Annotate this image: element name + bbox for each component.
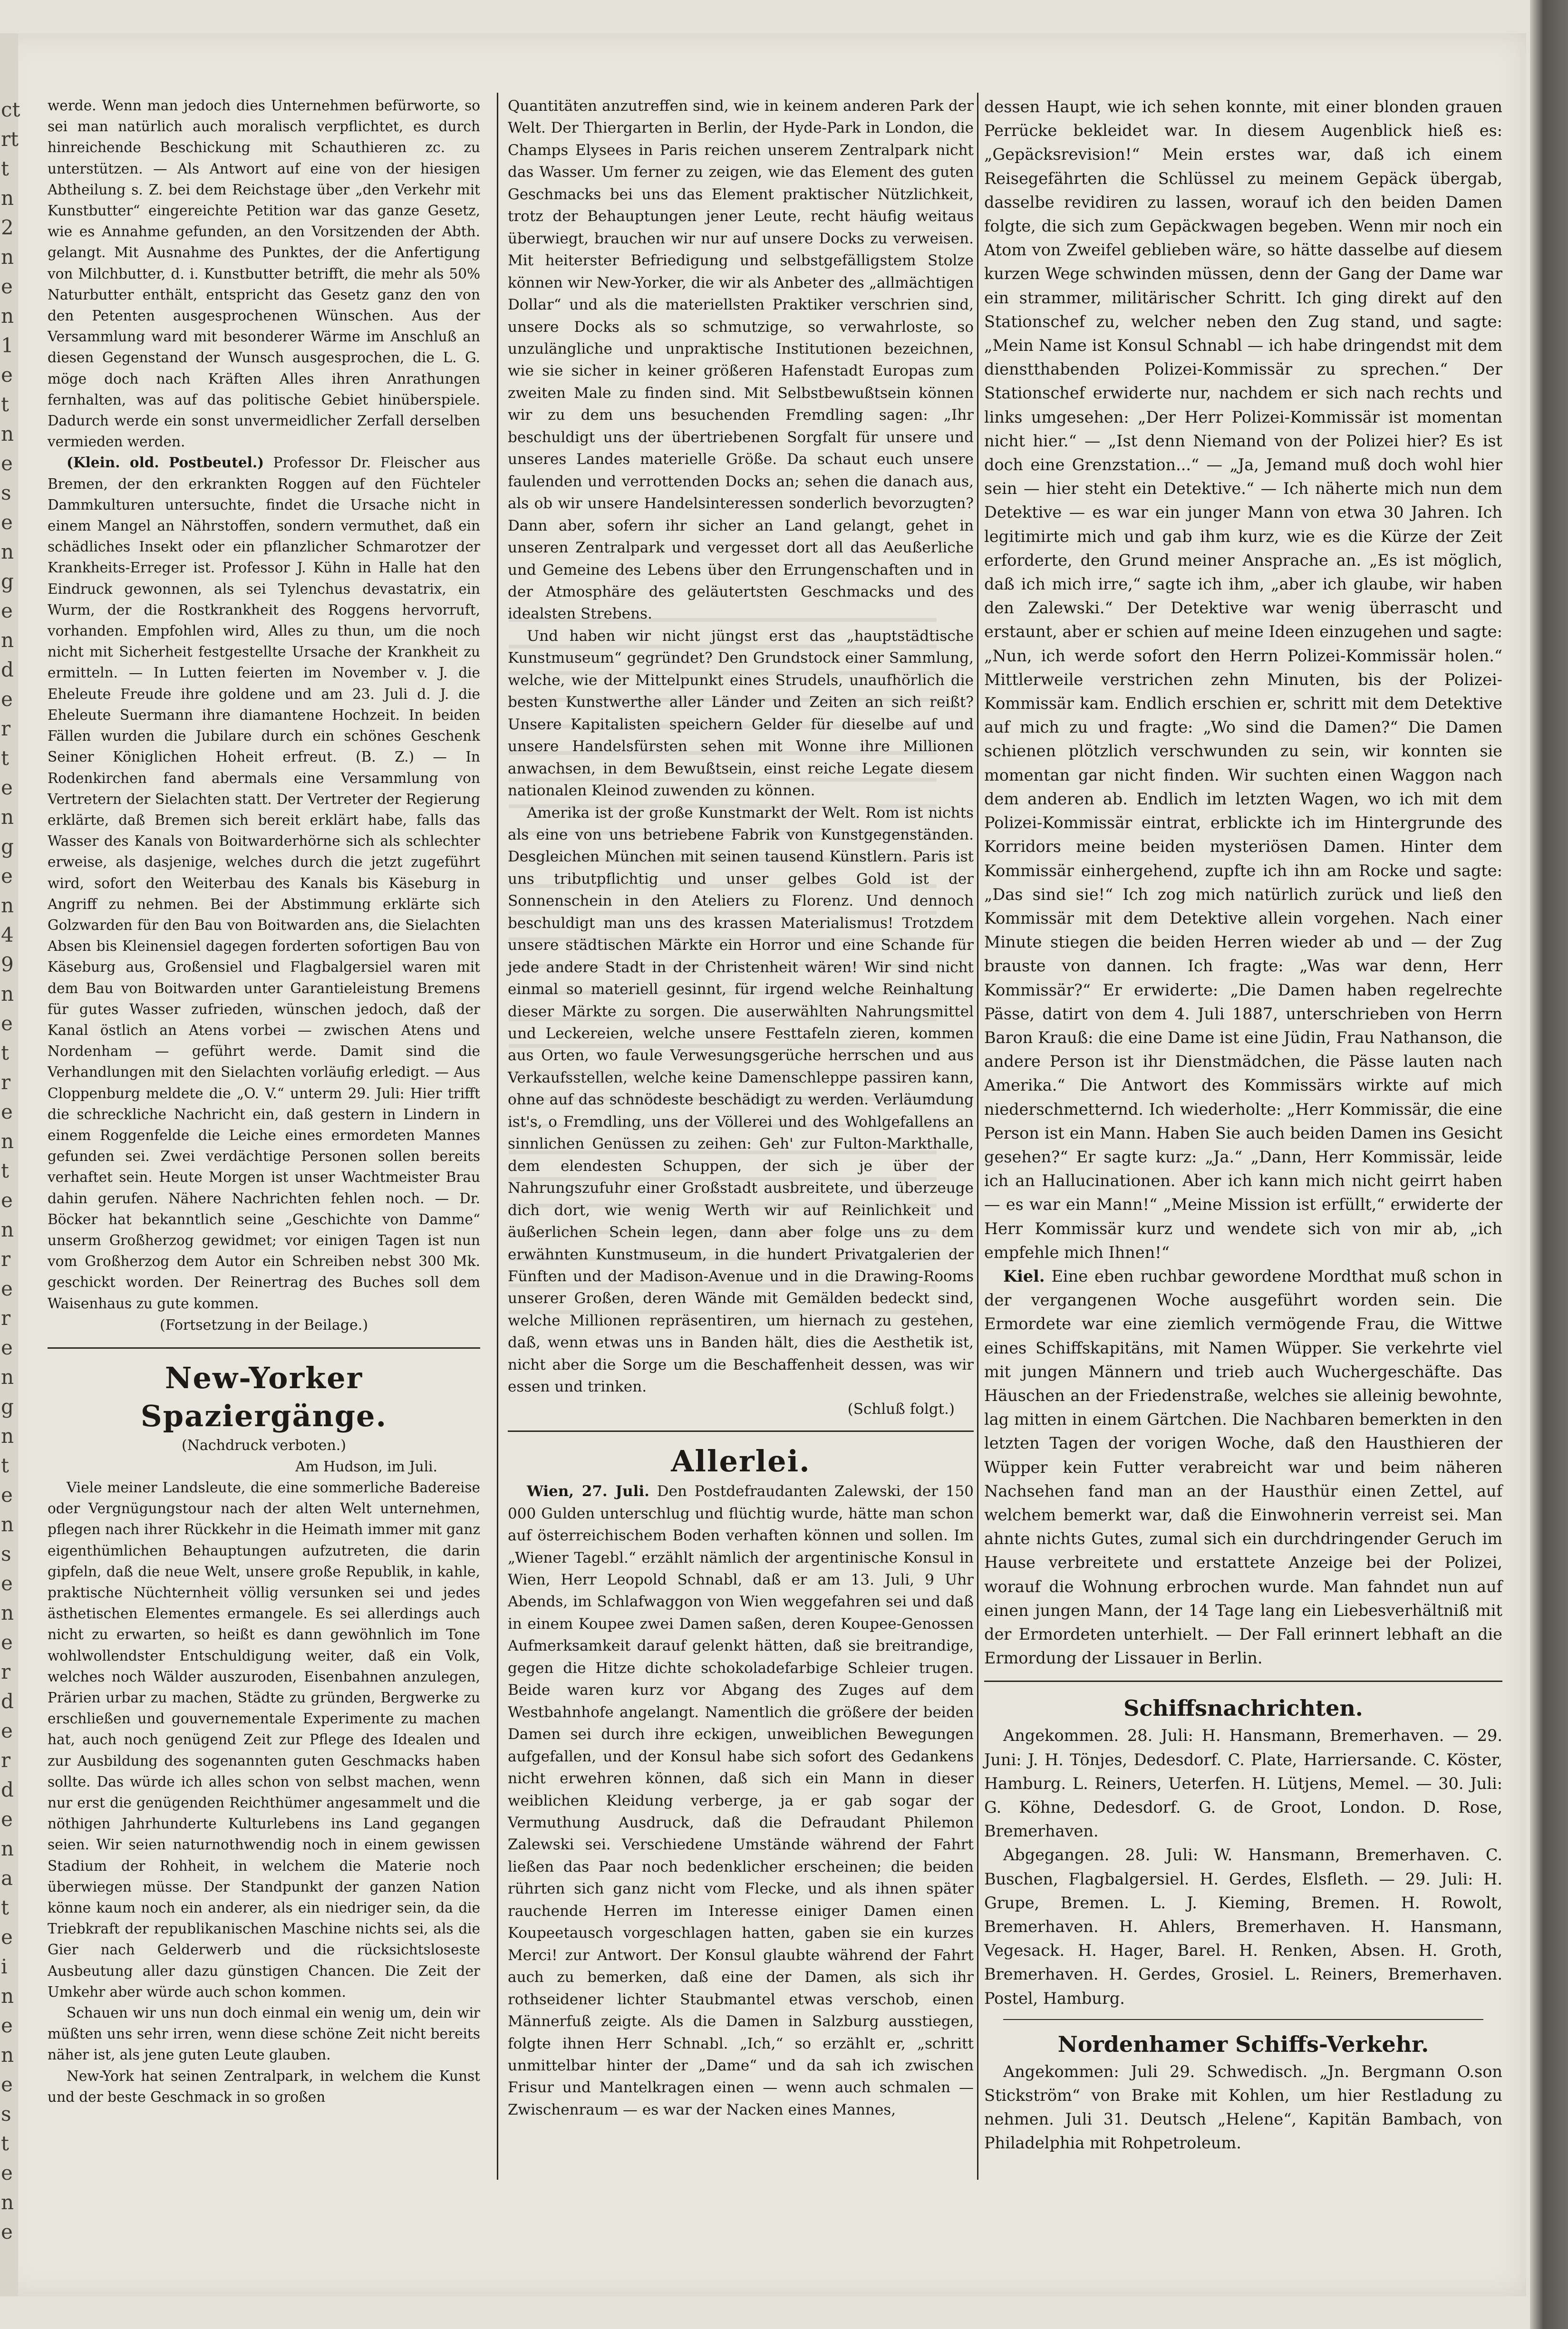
cut-off-text-fragment: e [1, 1336, 13, 1359]
cut-off-text-fragment: n [1, 1984, 14, 2008]
cut-off-text-fragment: t [1, 393, 9, 416]
cut-off-text-fragment: t [1, 1041, 9, 1064]
cut-off-text-fragment: e [1, 1631, 13, 1654]
nordenham-traffic: Angekommen: Juli 29. Schwedisch. „Jn. Bergmann O.son Stickström“ von Brake mit Kohlen, um hier Restladung zu nehmen. Juli 31. Deutsch „Helene“, Kapitän Bambach, von Philadelphia mit Rohpetroleum. [984, 2062, 1502, 2153]
cut-off-text-fragment: e [1, 275, 13, 298]
cut-off-text-fragment: e [1, 687, 13, 711]
cut-off-text-fragment: r [1, 1660, 11, 1683]
cut-off-text-fragment: d [1, 658, 14, 681]
cut-off-text-fragment: e [1, 2161, 13, 2184]
end-note: (Schluß folgt.) [847, 1400, 955, 1418]
section-rule [984, 1681, 1502, 1682]
cut-off-text-fragment: a [1, 1866, 13, 1890]
cut-off-text-fragment: r [1, 1749, 11, 1772]
article-source: (Klein. old. Postbeutel.) [67, 454, 264, 471]
cut-off-text-fragment: t [1, 1454, 9, 1477]
cut-off-text-fragment: e [1, 1100, 13, 1123]
reprint-note: (Nachdruck verboten.) [181, 1437, 347, 1454]
cut-off-text-fragment: e [1, 511, 13, 534]
article-body: Eine eben ruchbar gewordene Mordthat muß schon in der vergangenen Woche ausgeführt worden sein. Die Ermordete war eine ziemlich vermögende Frau, die Wittwe eines Schiffskapitäns, mit Namen Wüpper. Sie verkehrte viel mit jungen Männern und trieb auch Wuchergeschäfte. Das Häuschen an der Friedenstraße, welches sie alleinig bewohnte, lag mitten in einem Gärtchen. Die Nachbaren bemerkten in den letzten Tagen der vorigen Woche, daß den Hausthieren der Wüpper kein Futter verabreicht war und beim näheren Nachsehen fand man an der Hausthür einen Zettel, auf welchem bemerkt war, daß die Einwohnerin verreist sei. Man ahnte nichts Gutes, zumal sich ein durchdringender Geruch im Hause verbreitete und erstattete Anzeige bei der Polizei, worauf die Wohnung erbrochen wurde. Man fahndet nun auf einen jungen Mann, der 14 Tage lang ein Liebesverhältniß mit der Ermordeten unterhielt. — Der Fall erinnert lebhaft an die Ermordung der Lissauer in Berlin. [984, 1266, 1502, 1668]
cut-off-text-fragment: e [1, 1189, 13, 1212]
column-2 [508, 95, 974, 2121]
cut-off-text-fragment: s [1, 1542, 11, 1566]
allerlei-title: Allerlei. [671, 1444, 811, 1479]
column-3 [984, 95, 1502, 2155]
cut-off-text-fragment: n [1, 186, 14, 210]
cut-off-text-fragment: n [1, 1837, 14, 1860]
feuilleton-title: New-Yorker Spaziergänge. [140, 1360, 387, 1433]
cut-off-text-fragment: n [1, 894, 14, 917]
cut-off-text-fragment: n [1, 1218, 14, 1241]
cut-off-text-fragment: e [1, 776, 13, 799]
cut-off-text-fragment: n [1, 2191, 14, 2214]
cut-off-text-fragment: s [1, 2102, 11, 2126]
cut-off-text-fragment: r [1, 1306, 11, 1330]
column-1 [48, 95, 480, 2107]
section-rule [1003, 2019, 1483, 2020]
cut-off-text-fragment: e [1, 1483, 13, 1507]
article-text: Amerika ist der große Kunstmarkt der Welt. Rom ist nichts als eine von uns betriebene Fabrik von Kunstgegenständen. Desgleichen München mit seinen tausend Künstlern. Paris ist uns tributpflichtig und unser gelbes Gold ist der Sonnenschein in den Ateliers zu Florenz. Und dennoch beschuldigt man uns des krassen Materialismus! Trotzdem unsere städtischen Märkte ein Horror und eine Schande für jede andere Stadt in der Christenheit wären! Wir sind nicht einmal so materiell gesinnt, für irgend welche Reinhaltung dieser Märkte zu sorgen. Die auserwählten Nahrungsmittel und Leckereien, welche unsere Festtafeln zieren, kommen aus Orten, wo faule Verwesungsgerüche herrschen und aus Verkaufsstellen, welche keine Damenschleppe passiren kann, ohne auf das schnödeste beschädigt zu werden. Verläumdung ist's, o Fremdling, uns der Völlerei und des Wohlgefallens an sinnlichen Genüssen zu zeihen: Geh' zur Fulton-Markthalle, dem elendesten Schuppen, der sich je über der Nahrungszufuhr einer Großstadt ausbreitete, und überzeuge dich dort, wie wenig Werth wir auf Reinlichkeit und äußerlichen Schein legen, dann aber folge uns zu dem erwähnten Kunstmuseum, in die hundert Privatgalerien der Fünften und der Madison-Avenue und in die Drawing-Rooms unserer Großen, deren Wände mit Gemälden bedeckt sind, welche Millionen repräsentiren, um hiernach zu gestehen, daß, wenn etwas uns in Banden hält, dies die Aesthetik ist, nicht aber die Sorge um die Beschaffenheit dessen, was wir essen und trinken. [508, 804, 974, 1396]
article-body: Den Postdefraudanten Zalewski, der 150 000 Gulden unterschlug und flüchtig wurde, hätte man schon auf österreichischem Boden verhaften können und sollen. Im „Wiener Tagebl.“ erzählt nämlich der argentinische Konsul in Wien, Herr Leopold Schnabl, daß er am 13. Juli, 9 Uhr Abends, im Schlafwaggon von Wien weggefahren sei und daß in einem Koupee zwei Damen saßen, deren Koupee-Genossen Aufmerksamkeit darauf gelenkt hätten, daß sie breitrandige, gegen die Hitze dichte schokoladefarbige Schleier trugen. Beide waren kurz vor Abgang des Zuges auf dem Westbahnhofe angelangt. Namentlich die größere der beiden Damen sei durch ihre eckigen, unweiblichen Bewegungen aufgefallen, und der Konsul habe sich sofort des Gedankens nicht erwehren können, daß sich ein Mann in dieser weiblichen Kleidung verberge, ja er gab sogar der Vermuthung Ausdruck, daß die Defraudant Philemon Zalewski sei. Verschiedene Umstände während der Fahrt ließen das Paar noch bedenklicher erscheinen; die beiden rührten sich ganz nicht vom Flecke, und als ihnen später rauchende Herren im Interesse einiger Damen einen Koupeetausch vorgeschlagen hatten, gaben sie ein kurzes Merci! zur Antwort. Der Konsul glaubte während der Fahrt auch zu bemerken, daß eine der Damen, als sich ihr rothseidener lichter Staubmantel etwas verschob, einen Männerfuß zeigte. Als die Damen in Salzburg ausstiegen, folgte ihnen Herr Schnabl. „Ich,“ so erzählt er, „schritt unmittelbar hinter der „Dame“ und da sah ich zwischen Frisur und Mantelkragen einen — wenn auch schmalen — Zwischenraum — es war der Nacken eines Mannes, [508, 1483, 974, 2118]
cut-off-text-fragment: r [1, 1247, 11, 1271]
article-text: Schauen wir uns nun doch einmal ein wenig um, dein wir müßten uns sehr irren, wenn diese schöne Zeit nicht bereits näher ist, als jene guten Leute glauben. [48, 2005, 480, 2063]
cut-off-text-fragment: g [1, 835, 14, 858]
cut-off-text-fragment: e [1, 1572, 13, 1595]
cut-off-text-fragment: n [1, 422, 14, 445]
section-rule [508, 1430, 974, 1432]
binding-gutter [0, 33, 18, 2296]
article-dateline: Wien, 27. Juli. [527, 1483, 649, 1500]
cut-off-text-fragment: 9 [1, 953, 14, 976]
column-rule-right [977, 93, 978, 2180]
cut-off-text-fragment: t [1, 2132, 9, 2155]
cut-off-text-fragment: e [1, 1807, 13, 1831]
article-text: Quantitäten anzutreffen sind, wie in keinem anderen Park der Welt. Der Thiergarten in Berlin, der Hyde-Park in London, die Champs Elysees in Paris reichen unserem Zentralpark nicht das Wasser. Um ferner zu zeigen, wie das Element des guten Geschmacks bei uns das Element praktischer Nützlichkeit, trotz der Behauptungen jener Leute, recht häufig weitaus überwiegt, brauchen wir nur auf unsere Docks zu verweisen. Mit heiterster Befriedigung und selbstgefälligstem Stolze können wir New-Yorker, die wir als Anbeter des „allmächtigen Dollar“ und als die materiellsten Praktiker verschrien sind, unsere Docks als so schmutzige, so verwahrloste, so unzulängliche und unpraktische Institutionen bezeichnen, wie sie sicher in keiner größeren Hafenstadt Europas zum zweiten Male zu finden sind. Mit Selbstbewußtsein können wir zu dem uns besuchenden Fremdling sagen: „Ihr beschuldigt uns der übertriebenen Sorgfalt für unsere und unseres Landes materielle Größe. Da schaut euch unsere faulenden und verrottenden Docks an; sehen die danach aus, als ob wir unsere Handelsinteressen sonderlich bevorzugten? Dann aber, sofern ihr sicher an Land gelangt, gehet in unseren Zentralpark und vergesset dort all das Aeußerliche und Gemeine des Lebens über den Errungenschaften und in der Atmosphäre des geläutertsten Geschmacks und des idealsten Strebens. [508, 97, 974, 623]
cut-off-text-fragment: rt [1, 127, 19, 151]
cut-off-text-fragment: n [1, 805, 14, 829]
cut-off-text-fragment: d [1, 1778, 14, 1801]
cut-off-text-fragment: e [1, 2220, 13, 2243]
cut-off-text-fragment: g [1, 570, 14, 593]
article-text: New-York hat seinen Zentralpark, in welchem die Kunst und der beste Geschmack in so großen [48, 2068, 480, 2105]
ship-arrivals: Angekommen. 28. Juli: H. Hansmann, Bremerhaven. — 29. Juni: J. H. Tönjes, Dedesdorf. C. Plate, Harriersande. C. Köster, Hamburg. L. Reiners, Ueterfen. H. Lütjens, Memel. — 30. Juli: G. Köhne, Dedesdorf. G. de Groot, London. D. Rose, Bremerhaven. [984, 1726, 1502, 1841]
cut-off-text-fragment: n [1, 1601, 14, 1624]
cut-off-text-fragment: t [1, 157, 9, 180]
article-body: Professor Dr. Fleischer aus Bremen, der den erkrankten Roggen auf den Füchteler Dammkulturen untersuchte, findet die Ursache nicht in einem Mangel an Nährstoffen, sondern vermuthet, daß ein schädliches Insekt oder ein pflanzlicher Schmarotzer der Krankheits-Erreger ist. Professor J. Kühn in Halle hat den Eindruck gewonnen, als sei Tylenchus devastatrix, ein Wurm, der die Rostkrankheit des Roggens hervorruft, vorhanden. Empfohlen wird, Alles zu thun, um die noch nicht mit Sicherheit festgestellte Ursache der Krankheit zu ermitteln. — In Lutten feierten im November v. J. die Eheleute Freude ihre goldene und am 23. Juli d. J. die Eheleute Suermann ihre diamantene Hochzeit. In beiden Fällen wurden die Jubilare durch ein schönes Geschenk Seiner Königlichen Hoheit erfreut. (B. Z.) — In Rodenkirchen fand abermals eine Versammlung von Vertretern der Sielachten statt. Der Vertreter der Regierung erklärte, daß Bremen sich bereit erklärt habe, falls das Wasser des Kanals von Boitwarderhörne sich als schlechter erweise, als dasjenige, welches durch die jetzt zugeführt wird, sofort den Weiterbau des Kanals bis Käseburg in Angriff zu nehmen. Bei der Abstimmung erklärte sich Golzwarden für den Bau von Boitwarden ans, die Sielachten Absen bis Kleinensiel dagegen forderten sofortigen Bau von Käseburg aus, Großensiel und Flagbalgersiel waren mit dem Bau von Boitwarden unter Garantieleistung Bremens für gutes Wasser zufrieden, wünschen jedoch, daß der Kanal östlich an Atens vorbei — zwischen Atens und Nordenham — geführt werde. Damit sind die Verhandlungen mit den Sielachten vorläufig erledigt. — Aus Cloppenburg meldete die „O. V.“ unterm 29. Juli: Hier trifft die schreckliche Nachricht ein, daß gestern in Lindern in einem Roggenfelde die Leiche eines ermordeten Mannes gefunden sei. Zwei verdächtige Personen sollen bereits verhaftet sein. Heute Morgen ist unser Wachtmeister Brau dahin gerufen. Nähere Nachrichten fehlen noch. — Dr. Böcker hat bekanntlich seine „Geschichte von Damme“ unserm Großherzog gewidmet; vor einigen Tagen ist nun vom Großherzog dem Autor ein Schreiben nebst 300 Mk. geschickt worden. Der Reinertrag des Buches soll dem Waisenhaus zu gute kommen. [48, 454, 480, 1312]
cut-off-text-fragment: r [1, 717, 11, 740]
section-rule [48, 1347, 480, 1349]
article-text [508, 1480, 974, 2121]
ship-departures: Abgegangen. 28. Juli: W. Hansmann, Bremerhaven. C. Buschen, Flagbalgersiel. H. Gerdes, Elsfleth. — 29. Juli: H. Grupe, Bremen. L. J. Kieming, Bremen. H. Rowolt, Bremerhaven. H. Ahlers, Bremerhaven. H. Hansmann, Vegesack. H. Hager, Barel. H. Renken, Absen. H. Groth, Bremerhaven. H. Gerdes, Grosiel. L. Reiners, Bremerhaven. Postel, Hamburg. [984, 1846, 1502, 2008]
cut-off-text-fragment: d [1, 1690, 14, 1713]
cut-off-text-fragment: r [1, 1071, 11, 1094]
cut-off-text-fragment: t [1, 1159, 9, 1182]
cut-off-text-fragment: n [1, 1424, 14, 1448]
scan-background-edge [1530, 0, 1568, 2329]
cut-off-text-fragment: 1 [1, 334, 14, 357]
cut-off-text-fragment: n [1, 540, 14, 563]
cut-off-text-fragment: n [1, 1513, 14, 1536]
article-text: Viele meiner Landsleute, die eine sommerliche Badereise oder Vergnügungstour nach der alten Welt unternehmen, pflegen nach ihrer Rückkehr in die Heimath immer mit ganz eigenthümlichen Behauptungen aufzutreten, die darin gipfeln, daß die neue Welt, unsere große Republik, in kahle, praktische Nüchternheit völlig versunken sei und jedes ästhetischen Elementes ermangele. Es sei allerdings auch nicht zu erwarten, so heißt es dann gewöhnlich im Tone wohlwollendster Entschuldigung weiter, daß ein Volk, welches noch Wälder auszuroden, Eisenbahnen anzulegen, Prärien urbar zu machen, Städte zu gründen, Bergwerke zu erschließen und gouvernementale Experimente zu machen hat, auch noch genügend Zeit zur Pflege des Idealen und zur Ausbildung des sogenannten guten Geschmacks haben sollte. Das würde ich alles schon von selbst machen, wenn nur erst die genügenden Reichthümer angesammelt und die nöthigen Jahrhunderte Kulturlebens ins Land gegangen seien. Wir seien naturnothwendig noch in einem gewissen Stadium der Rohheit, in welchem die Materie noch überwiegen müsse. Der Standpunkt der ganzen Nation könne kaum noch ein anderer, als ein niedriger sein, da die Triebkraft der republikanischen Maschine nichts sei, als die Gier nach Gelderwerb und die rücksichtsloseste Ausbeutung aller dazu günstigen Chancen. Die Zeit der Umkehr aber würde auch schon kommen. [48, 1479, 480, 2000]
article-text: dessen Haupt, wie ich sehen konnte, mit einer blonden grauen Perrücke bekleidet war. In diesem Augenblick hieß es: „Gepäcksrevision!“ Mein erstes war, daß ich einem Reisegefährten die Schlüssel zu meinem Gepäck übergab, dasselbe revidiren zu lassen, worauf ich den beiden Damen folgte, die sich zum Gepäckwagen begeben. Wenn mir noch ein Atom von Zweifel geblieben wäre, so hätte dasselbe auf diesem kurzen Wege schwinden müssen, denn der Gang der Dame war ein strammer, militärischer Schritt. Ich ging direkt auf den Stationschef zu, welcher neben den Zug stand, und sagte: „Mein Name ist Konsul Schnabl — ich habe dringendst mit dem dienstthabenden Polizei-Kommissär zu sprechen.“ Der Stationschef erwiderte nur, nachdem er sich nach rechts und links umgesehen: „Der Herr Polizei-Kommissär ist momentan nicht hier.“ — „Ist denn Niemand von der Polizei hier? Es ist doch eine Grenzstation...“ — „Ja, Jemand muß doch wohl hier sein — hier steht ein Detektive.“ — Ich näherte mich nun dem Detektive — es war ein junger Mann von etwa 30 Jahren. Ich legitimirte mich und gab ihm kurz, wie es die Kürze der Zeit erforderte, den Grund meiner Ansprache an. „Es ist möglich, daß ich mich irre,“ sagte ich ihm, „aber ich glaube, wir haben den Zalewski.“ Der Detektive war wenig überrascht und erstaunt, aber er schien auf meine Ideen einzugehen und sagte: „Nun, ich werde sofort den Herrn Polizei-Kommissär holen.“ Mittlerweile verstrichen zehn Minuten, bis der Polizei-Kommissär kam. Endlich erschien er, schritt mit dem Detektive auf mich zu und fragte: „Wo sind die Damen?“ Die Damen schienen plötzlich verschwunden zu sein, wir konnten sie momentan gar nicht finden. Wir suchten einen Waggon nach dem anderen ab. Endlich im letzten Wagen, wo ich mit dem Polizei-Kommissär eintrat, erblickte ich im Hintergrunde des Korridors meine beiden mysteriösen Damen. Hinter dem Kommissär einhergehend, zupfte ich ihn am Rocke und sagte: „Das sind sie!“ Ich zog mich natürlich zurück und ließ den Kommissär mit dem Detektive allein vorgehen. Nach einer Minute stiegen die beiden Herren wieder ab und — der Zug brauste von dannen. Ich fragte: „Was war denn, Herr Kommissär?“ Er erwiderte: „Die Damen haben regelrechte Pässe, datirt von dem 4. Juli 1887, unterschrieben von Herrn Baron Krauß: die eine Dame ist eine Jüdin, Frau Nathanson, die andere Person ist ihr Dienstmädchen, die Pässe lauten nach Amerika.“ Die Antwort des Kommissärs wirkte auf mich niederschmetternd. Ich wiederholte: „Herr Kommissär, die eine Person ist ein Mann. Haben Sie auch beiden Damen ins Gesicht gesehen?“ Er sagte kurz: „Ja.“ „Dann, Herr Kommissär, leide ich an Hallucinationen. Aber ich kann mich nicht geirrt haben — es war ein Mann!“ „Meine Mission ist erfüllt,“ erwiderte der Herr Kommissär kurz und wendete sich von mir ab, „ich empfehle mich Ihnen!“ [984, 97, 1502, 1262]
continuation-note: (Fortsetzung in der Beilage.) [159, 1316, 368, 1334]
cut-off-text-fragment: n [1, 245, 14, 269]
cut-off-text-fragment: n [1, 2043, 14, 2067]
cut-off-text-fragment: e [1, 1012, 13, 1035]
cut-off-text-fragment: 2 [1, 216, 14, 239]
article-text [984, 1265, 1502, 1670]
cut-off-text-fragment: e [1, 452, 13, 475]
cut-off-text-fragment: e [1, 2073, 13, 2096]
ship-news-title: Schiffsnachrichten. [1123, 1695, 1363, 1721]
dateline: Am Hudson, im Juli. [295, 1458, 437, 1475]
cut-off-text-fragment: n [1, 1130, 14, 1153]
cut-off-text-fragment: t [1, 746, 9, 770]
article-source: Kiel. [1003, 1266, 1045, 1285]
column-rule-left [497, 93, 498, 2180]
cut-off-text-fragment: n [1, 1365, 14, 1389]
cut-off-text-fragment: e [1, 1277, 13, 1300]
article-text [48, 452, 480, 1314]
cut-off-text-fragment: e [1, 599, 13, 622]
cut-off-text-fragment: ct [1, 98, 20, 121]
nordenham-title: Nordenhamer Schiffs-Verkehr. [1057, 2031, 1429, 2057]
cut-off-text-fragment: e [1, 363, 13, 387]
cut-off-text-fragment: g [1, 1395, 14, 1418]
cut-off-text-fragment: e [1, 1925, 13, 1949]
cut-off-text-fragment: i [1, 1955, 8, 1978]
cut-off-text-fragment: e [1, 864, 13, 888]
cut-off-text-fragment: s [1, 481, 11, 504]
cut-off-text-fragment: n [1, 304, 14, 328]
cut-off-text-fragment: e [1, 2014, 13, 2037]
cut-off-text-fragment: t [1, 1896, 9, 1919]
cut-off-text-fragment: 4 [1, 923, 14, 947]
article-text: Und haben wir nicht jüngst erst das „hauptstädtische Kunstmuseum“ gegründet? Den Grundstock einer Sammlung, welche, wie der Mittelpunkt eines Strudels, unaufhörlich die besten Kunstwerthe aller Länder und Zeiten an sich reißt? Unsere Kapitalisten speichern Gelder für dieselbe auf und unsere Handelsfürsten sehen mit Wonne ihre Millionen anwachsen, in dem Bewußtsein, einst reiche Legate diesem nationalen Kleinod zuwenden zu können. [508, 627, 974, 800]
cut-off-text-fragment: n [1, 982, 14, 1005]
cut-off-text-fragment: n [1, 628, 14, 652]
article-text: werde. Wenn man jedoch dies Unternehmen befürworte, so sei man natürlich auch moralisch verpflichtet, es durch hinreichende Beschickung mit Schauthieren zc. zu unterstützen. — Als Antwort auf eine von der hiesigen Abtheilung s. Z. bei dem Reichstage über „den Verkehr mit Kunstbutter“ eingereichte Petition war das ganze Gesetz, wie es Annahme gefunden, an den Vorsitzenden der Abth. gelangt. Mit Ausnahme des Punktes, der die Anfertigung von Milchbutter, d. i. Kunstbutter betrifft, die mehr als 50% Naturbutter enthält, entspricht das Gesetz ganz den von den Petenten ausgesprochenen Wünschen. Aus der Versammlung ward mit besonderer Wärme im Anschluß an diesen Gegenstand der Wunsch ausgesprochen, die L. G. möge doch nach Kräften Alles ihren Anrathungen fernhalten, was auf das politische Gebiet hinüberspiele. Dadurch werde ein sonst unvermeidlicher Zerfall derselben vermieden werden. [48, 97, 480, 450]
cut-off-text-fragment: e [1, 1719, 13, 1742]
